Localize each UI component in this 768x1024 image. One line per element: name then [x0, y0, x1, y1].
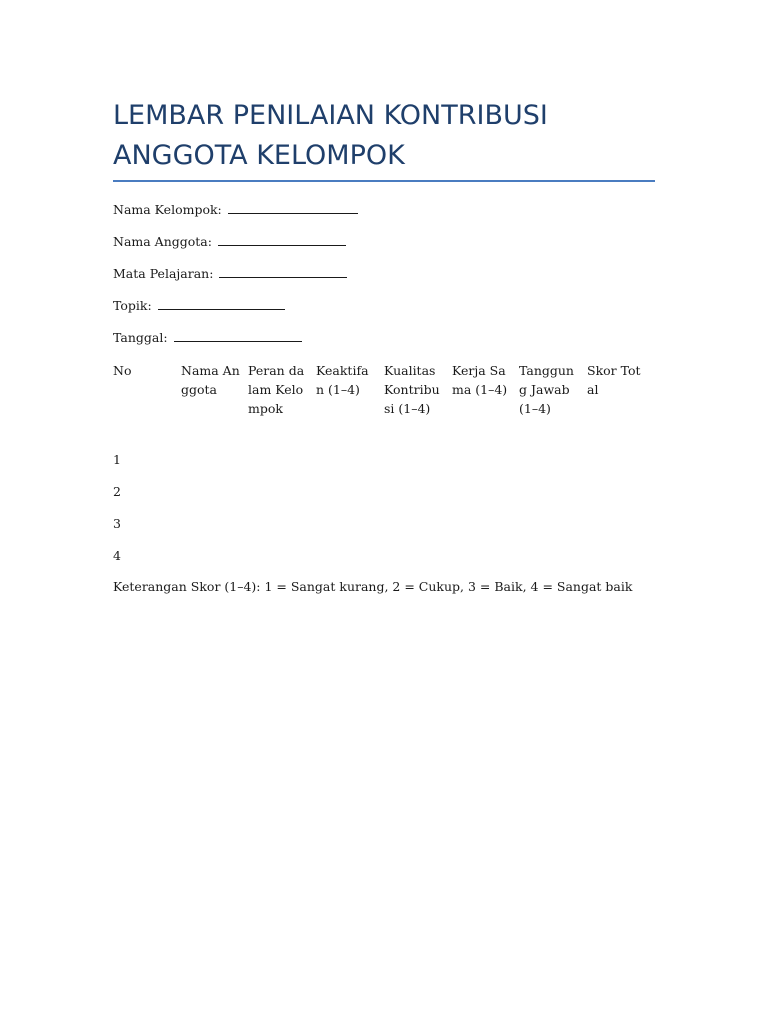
field-blank-line[interactable] [218, 234, 346, 246]
field-tanggal [113, 330, 302, 346]
score-legend: Keterangan Skor (1–4): 1 = Sangat kurang, 2 = Cukup, 3 = Baik, 4 = Sangat baik [113, 579, 633, 594]
table-row-number: 3 [113, 516, 121, 531]
table-header-nama-anggota: Nama Anggota [181, 363, 240, 397]
field-label: Topik: [113, 298, 152, 313]
table-header-tanggung-jawab: Tanggung Jawab (1–4) [519, 363, 574, 416]
field-blank-line[interactable] [219, 266, 347, 278]
table-header-no: No [113, 363, 132, 378]
field-blank-line[interactable] [174, 330, 302, 342]
field-topik [113, 298, 285, 314]
table-header-peran: Peran dalam Kelompok [248, 363, 305, 416]
table-header-keaktifan: Keaktifan (1–4) [316, 363, 369, 397]
field-label: Nama Kelompok: [113, 202, 222, 217]
table-row-number: 4 [113, 548, 121, 563]
title-line-1: LEMBAR PENILAIAN KONTRIBUSI [113, 100, 548, 131]
title-line-2: ANGGOTA KELOMPOK [113, 140, 405, 171]
field-nama-anggota [113, 234, 346, 250]
field-blank-line[interactable] [158, 298, 285, 310]
field-blank-line[interactable] [228, 202, 358, 214]
table-row-number: 1 [113, 452, 121, 467]
table-header-kualitas-kontribusi: Kualitas Kontribusi (1–4) [384, 363, 440, 416]
table-header-skor-total: Skor Total [587, 363, 641, 397]
field-nama-kelompok [113, 202, 358, 218]
table-row-number: 2 [113, 484, 121, 499]
field-label: Mata Pelajaran: [113, 266, 214, 281]
field-label: Tanggal: [113, 330, 168, 345]
document-title [113, 96, 655, 176]
table-header-kerja-sama: Kerja Sama (1–4) [452, 363, 508, 397]
title-underline [113, 180, 655, 182]
field-label: Nama Anggota: [113, 234, 212, 249]
field-mata-pelajaran [113, 266, 347, 282]
